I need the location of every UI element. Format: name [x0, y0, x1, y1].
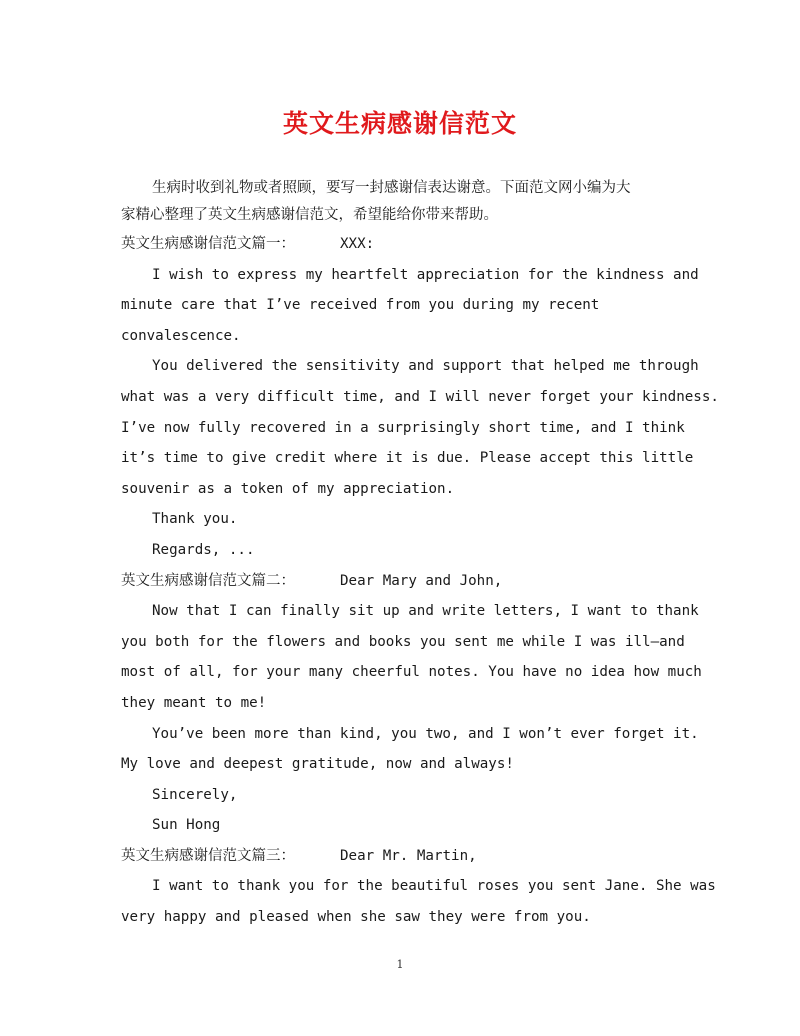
paragraph-line: souvenir as a token of my appreciation.	[121, 480, 455, 497]
salutation: Dear Mr. Martin,	[340, 847, 477, 864]
page-title: 英文生病感谢信范文	[282, 109, 517, 138]
section-heading-row	[121, 841, 681, 872]
paragraph-line: you both for the flowers and books you sent me while I was ill—and	[121, 633, 685, 650]
closing-line: Regards, ...	[152, 541, 255, 558]
paragraph-line: what was a very difficult time, and I will never forget your kindness.	[121, 388, 719, 405]
paragraph-line: My love and deepest gratitude, now and always!	[121, 756, 514, 773]
section-heading: 英文生病感谢信范文篇二：	[121, 572, 295, 589]
paragraph-line: I want to thank you for the beautiful roses you sent Jane. She was	[152, 878, 716, 895]
section-heading-row	[121, 566, 681, 597]
document-body	[121, 175, 719, 933]
paragraph-line: I’ve now fully recovered in a surprisingly short time, and I think	[121, 419, 685, 436]
paragraph-line: it’s time to give credit where it is due. Please accept this little	[121, 450, 694, 467]
paragraph-line: You delivered the sensitivity and support that helped me through	[152, 358, 699, 375]
closing-line: Sincerely,	[152, 786, 238, 803]
paragraph-line: they meant to me!	[121, 694, 267, 711]
paragraph-line: You’ve been more than kind, you two, and I won’t ever forget it.	[152, 725, 699, 742]
intro-line: 生病时收到礼物或者照顾，要写一封感谢信表达谢意。下面范文网小编为大	[152, 180, 631, 196]
paragraph-line: I wish to express my heartfelt appreciation for the kindness and	[152, 266, 699, 283]
paragraph-line: minute care that I’ve received from you during my recent	[121, 297, 600, 314]
intro-line: 家精心整理了英文生病感谢信范文，希望能给你带来帮助。	[121, 207, 498, 223]
salutation: Dear Mary and John,	[340, 572, 503, 589]
paragraph-line: very happy and pleased when she saw they were from you.	[121, 909, 591, 926]
section-heading: 英文生病感谢信范文篇三：	[121, 847, 295, 864]
signature-line: Sun Hong	[152, 817, 221, 834]
paragraph-line: most of all, for your many cheerful notes. You have no idea how much	[121, 664, 702, 681]
section-heading: 英文生病感谢信范文篇一：	[121, 236, 295, 252]
section-heading-row	[121, 229, 681, 260]
paragraph-line: convalescence.	[121, 327, 241, 344]
page-number: 1	[396, 958, 404, 971]
salutation: XXX:	[340, 236, 375, 252]
closing-line: Thank you.	[152, 511, 238, 528]
paragraph-line: Now that I can finally sit up and write letters, I want to thank	[152, 603, 699, 620]
